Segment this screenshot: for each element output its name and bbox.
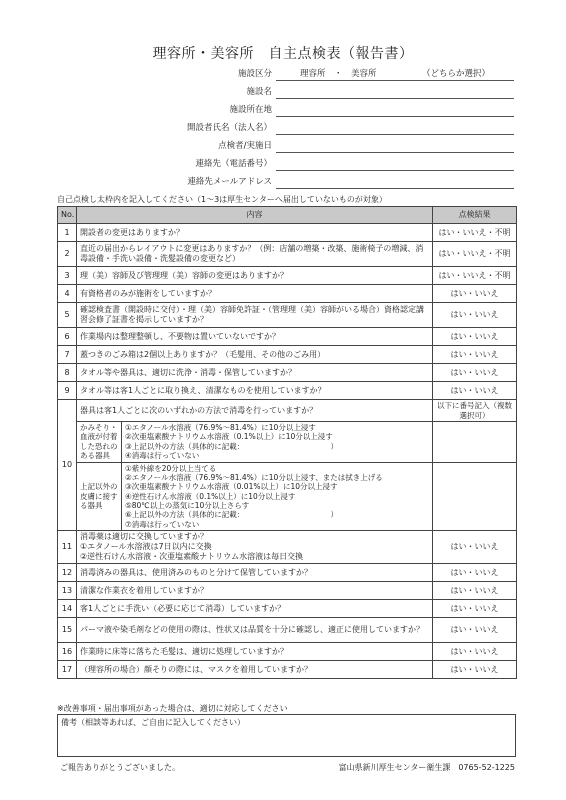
facility-address-row xyxy=(0,100,566,118)
table-row xyxy=(58,618,517,643)
table-row xyxy=(58,285,517,303)
row-result[interactable]: はい・いいえ xyxy=(433,328,517,346)
row-result-note: 以下に番号記入（複数選択可） xyxy=(433,400,517,422)
row-result[interactable]: はい・いいえ xyxy=(433,618,517,643)
row-result[interactable]: はい・いいえ・不明 xyxy=(433,224,517,242)
row-no: 3 xyxy=(58,267,77,285)
option: ③上記以外の方法（具体的に記載： ） xyxy=(125,441,338,451)
sub1-options xyxy=(122,422,433,463)
email-label: 連絡先メールアドレス xyxy=(187,177,272,187)
row-no: 2 xyxy=(58,242,77,267)
sub2-answer[interactable] xyxy=(433,462,517,531)
option: ⑤80℃以上の蒸気に10分以上さらす xyxy=(125,501,250,510)
row-no: 8 xyxy=(58,364,77,382)
remark-note: ※改善事項・届出事項があった場合は、適切に対応してください xyxy=(57,704,288,713)
table-row xyxy=(58,364,517,382)
row-text: 理（美）容師及び管理理（美）容師の変更はありますか？ xyxy=(77,267,433,285)
option: ④逆性石けん水溶液（0.1%以上）に10分以上浸す xyxy=(125,491,296,501)
row-text: タオル等は客1人ごとに取り換え、清潔なものを使用していますか？ xyxy=(77,382,433,400)
table-row xyxy=(58,582,517,600)
row-result[interactable]: はい・いいえ xyxy=(433,564,517,582)
row-no: 14 xyxy=(58,600,77,618)
inspector-row xyxy=(0,136,566,154)
row-text: （理容所の場合）顔そりの際には、マスクを着用していますか？ xyxy=(77,661,433,679)
facility-type-note: （どちらか選択） xyxy=(422,69,491,79)
option: ③次亜塩素酸ナトリウム水溶液（0.01%以上）に10分以上浸す xyxy=(125,482,338,492)
remark-box[interactable] xyxy=(57,714,516,757)
phone-row xyxy=(0,154,566,172)
row-no: 9 xyxy=(58,382,77,400)
table-row xyxy=(58,303,517,328)
table-row xyxy=(58,242,517,267)
table-row xyxy=(58,661,517,679)
row-result[interactable]: はい・いいえ xyxy=(433,661,517,679)
row-result[interactable]: はい・いいえ xyxy=(433,346,517,364)
row-no: 12 xyxy=(58,564,77,582)
facility-name-row xyxy=(0,82,566,100)
row-text xyxy=(77,531,433,564)
row-text: 直近の届出からレイアウトに変更はありますか？（例：店舗の増築・改築、施術椅子の増減、消毒設備・手洗い設備・洗髪設備の変更など） xyxy=(77,242,433,267)
row-text: 蓋つきのごみ箱は2個以上ありますか？（毛髪用、その他のごみ用） xyxy=(77,346,433,364)
row-no: 16 xyxy=(58,643,77,661)
facility-type-label: 施設区分 xyxy=(237,69,272,79)
footer-contact: 富山県新川厚生センター衛生課 0765-52-1225 xyxy=(338,763,515,772)
option: ②次亜塩素酸ナトリウム水溶液（0.1%以上）に10分以上浸す xyxy=(125,432,333,442)
page-title: 理容所・美容所 自主点検表（報告書） xyxy=(152,46,414,62)
row-result[interactable]: はい・いいえ xyxy=(433,364,517,382)
row-text: 開設者の変更はありますか？ xyxy=(77,224,433,242)
option: ⑦消毒は行っていない xyxy=(125,519,200,529)
row-no: 1 xyxy=(58,224,77,242)
row-no: 11 xyxy=(58,531,77,564)
owner-label: 開設者氏名（法人名） xyxy=(186,123,272,133)
facility-name-label: 施設名 xyxy=(246,87,272,97)
table-row-10 xyxy=(58,400,517,422)
email-row xyxy=(0,172,566,190)
option: ①エタノール水溶液（76.9%～81.4%）に10分以上浸す xyxy=(125,423,316,432)
facility-address-field[interactable] xyxy=(276,116,514,117)
row-no: 10 xyxy=(58,400,77,531)
footer-thanks: ご報告ありがとうございました。 xyxy=(60,763,180,772)
row-text: 確認検査書（開設時に交付）・理（美）容師免許証・（管理理（美）容師がいる場合）資格認定講習会修了証書を掲示していますか？ xyxy=(77,303,433,328)
row-result[interactable]: はい・いいえ・不明 xyxy=(433,267,517,285)
row-text: 消毒済みの器具は、使用済みのものと分けて保管していますか？ xyxy=(77,564,433,582)
row-text: タオル等や器具は、適切に洗浄・消毒・保管していますか？ xyxy=(77,364,433,382)
col-content-header: 内容 xyxy=(77,207,433,224)
row-no: 17 xyxy=(58,661,77,679)
remark-label: 備考（相談等あれば、ご自由に記入してください） xyxy=(61,718,245,727)
table-subrow xyxy=(58,422,517,463)
option: ②エタノール水溶液（76.9%～81.4%）に10分以上浸す、または拭き上げる xyxy=(125,472,383,482)
row-result[interactable]: はい・いいえ xyxy=(433,600,517,618)
table-row xyxy=(58,267,517,285)
table-row xyxy=(58,564,517,582)
row-no: 7 xyxy=(58,346,77,364)
row11-line: ①エタノール水溶液は7日以内に交換 xyxy=(80,542,212,552)
table-row xyxy=(58,600,517,618)
sub2-options xyxy=(122,462,433,531)
phone-field[interactable] xyxy=(276,170,514,171)
row-result[interactable]: はい・いいえ xyxy=(433,643,517,661)
instructions: 自己点検し太枠内を記入してください（1～3は厚生センターへ届出していないものが対象） xyxy=(57,195,387,204)
row-text: パーマ液や染毛剤などの使用の際は、性状又は品質を十分に確認し、適正に使用していますか？ xyxy=(77,618,433,643)
option: ⑥上記以外の方法（具体的に記載： ） xyxy=(125,510,338,520)
facility-address-label: 施設所在地 xyxy=(229,105,272,115)
table-subrow xyxy=(58,462,517,531)
row-result[interactable]: はい・いいえ xyxy=(433,285,517,303)
row-no: 13 xyxy=(58,582,77,600)
row-no: 4 xyxy=(58,285,77,303)
row-result[interactable]: はい・いいえ xyxy=(433,531,517,564)
sub1-answer[interactable] xyxy=(433,422,517,463)
row-no: 15 xyxy=(58,618,77,643)
option: ①紫外線を20分以上当てる xyxy=(125,463,217,473)
table-row xyxy=(58,531,517,564)
row-text: 客1人ごとに手洗い（必要に応じて消毒）していますか？ xyxy=(77,600,433,618)
option: ④消毒は行っていない xyxy=(125,451,200,461)
col-no-header: No. xyxy=(58,207,77,224)
owner-row xyxy=(0,118,566,136)
table-row xyxy=(58,224,517,242)
sub1-label: かみそり・血液が付着した恐れのある器具 xyxy=(77,422,122,463)
facility-type-options[interactable]: 理容所 ・ 美容所 xyxy=(300,69,377,79)
checklist-table xyxy=(57,206,517,679)
row-no: 5 xyxy=(58,303,77,328)
inspector-field[interactable] xyxy=(276,152,514,153)
row-result[interactable]: はい・いいえ xyxy=(433,582,517,600)
facility-type-line xyxy=(276,80,514,81)
owner-field[interactable] xyxy=(276,134,514,135)
facility-name-field[interactable] xyxy=(276,98,514,99)
facility-type-row xyxy=(0,64,566,82)
table-row xyxy=(58,382,517,400)
table-header xyxy=(58,207,517,224)
row-text: 作業時に床等に落ちた毛髪は、適切に処理していますか？ xyxy=(77,643,433,661)
row-result[interactable]: はい・いいえ xyxy=(433,303,517,328)
row-text: 作業場内は整理整頓し、不要物は置いていないですか？ xyxy=(77,328,433,346)
row-text: 清潔な作業衣を着用していますか？ xyxy=(77,582,433,600)
col-result-header: 点検結果 xyxy=(433,207,517,224)
table-row xyxy=(58,346,517,364)
row-text: 器具は客1人ごとに次のいずれかの方法で消毒を行っていますか？ xyxy=(77,400,433,422)
table-row xyxy=(58,328,517,346)
row-no: 6 xyxy=(58,328,77,346)
row11-line: 消毒薬は適切に交換していますか？ xyxy=(80,532,208,542)
row11-line: ②逆性石けん水溶液・次亜塩素酸ナトリウム水溶液は毎日交換 xyxy=(80,552,304,562)
row-text: 有資格者のみが施術をしていますか？ xyxy=(77,285,433,303)
inspector-label: 点検者/実施日 xyxy=(218,141,272,151)
sub2-label: 上記以外の皮膚に接する器具 xyxy=(77,462,122,531)
row-result[interactable]: はい・いいえ xyxy=(433,382,517,400)
phone-label: 連絡先（電話番号） xyxy=(195,159,272,169)
email-field[interactable] xyxy=(276,188,514,189)
row-result[interactable]: はい・いいえ・不明 xyxy=(433,242,517,267)
table-row xyxy=(58,643,517,661)
